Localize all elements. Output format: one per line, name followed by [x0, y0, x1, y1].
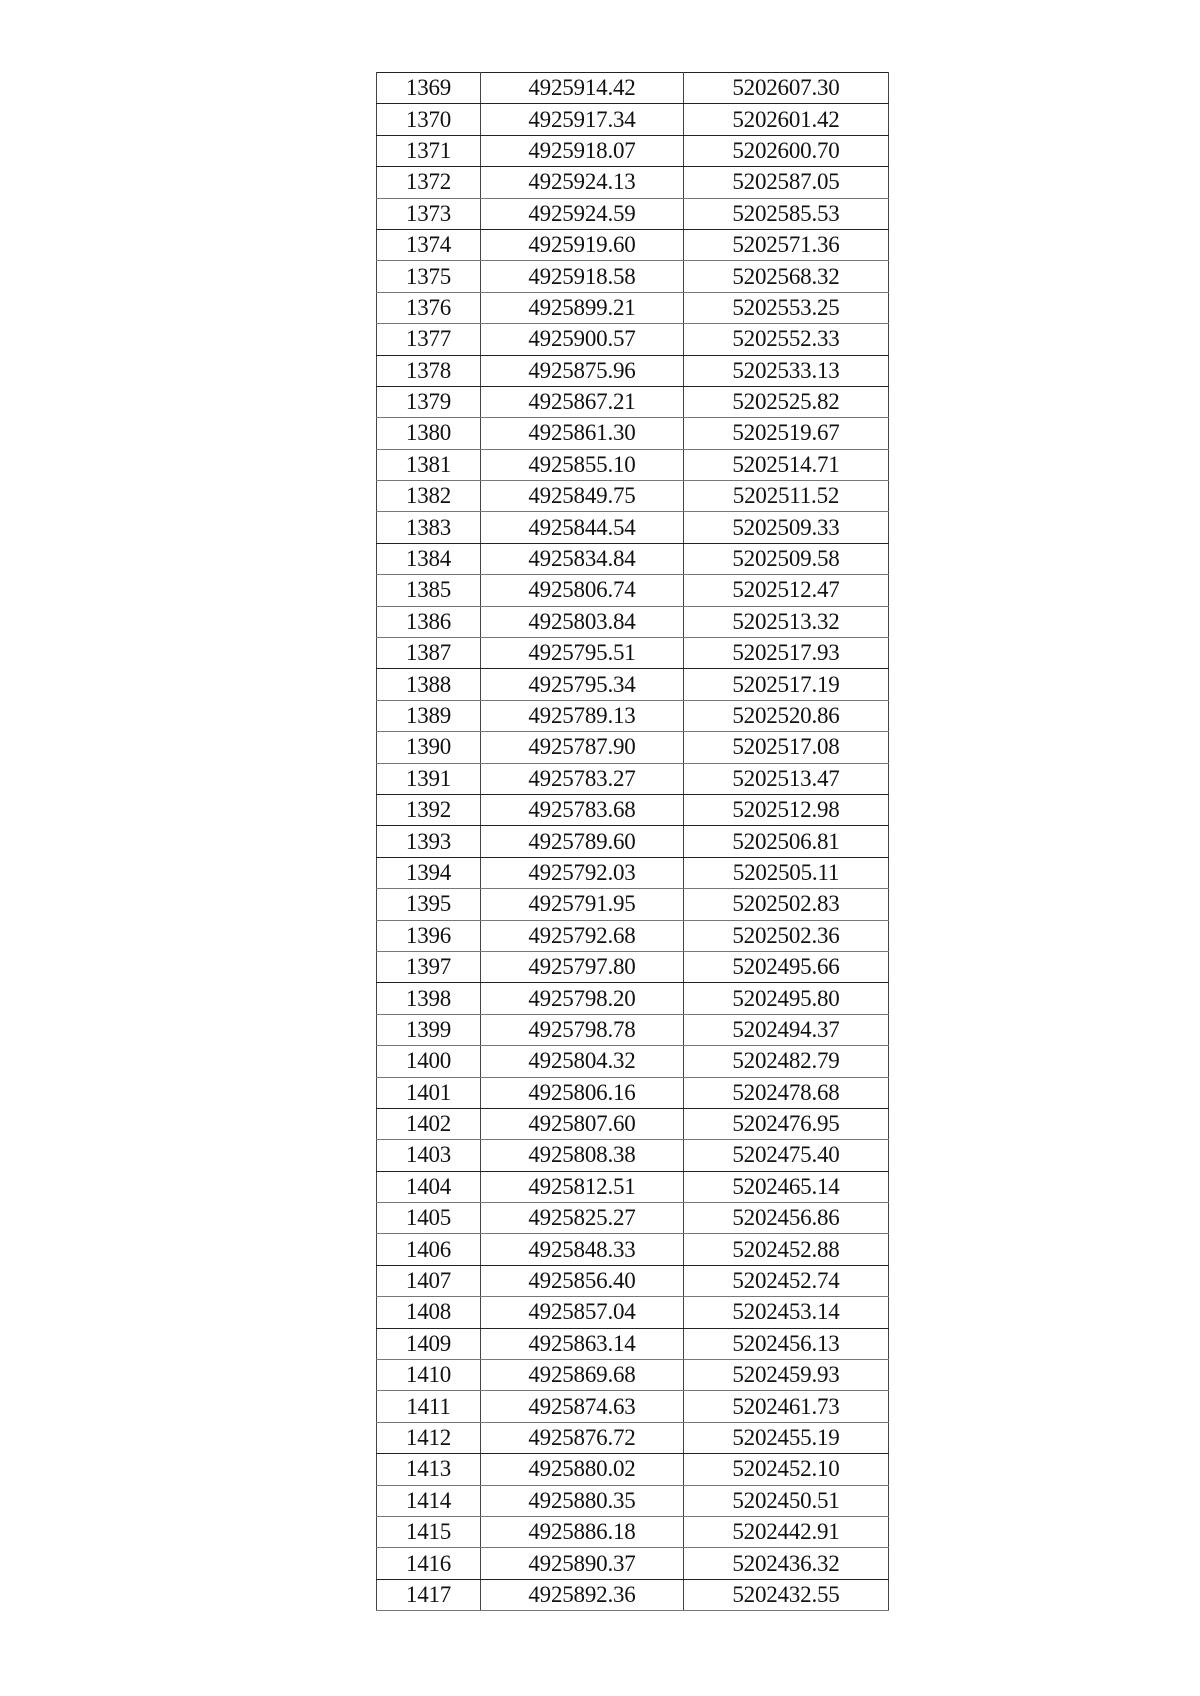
y-coordinate-cell: 5202476.95: [684, 1108, 889, 1139]
table-row: [377, 1579, 889, 1610]
table-row: [377, 418, 889, 449]
x-coordinate-cell: 4925803.84: [481, 606, 684, 637]
table-row: [377, 889, 889, 920]
table-row: [377, 638, 889, 669]
table-row: [377, 1360, 889, 1391]
y-coordinate-cell: 5202495.80: [684, 983, 889, 1014]
x-coordinate-cell: 4925807.60: [481, 1108, 684, 1139]
table-row: [377, 1516, 889, 1547]
table-row: [377, 1328, 889, 1359]
table-row: [377, 73, 889, 104]
y-coordinate-cell: 5202502.36: [684, 920, 889, 951]
x-coordinate-cell: 4925812.51: [481, 1171, 684, 1202]
point-number-cell: 1413: [377, 1454, 481, 1485]
y-coordinate-cell: 5202432.55: [684, 1579, 889, 1610]
y-coordinate-cell: 5202512.98: [684, 794, 889, 825]
point-number-cell: 1406: [377, 1234, 481, 1265]
table-row: [377, 229, 889, 260]
point-number-cell: 1389: [377, 700, 481, 731]
table-row: [377, 1077, 889, 1108]
y-coordinate-cell: 5202552.33: [684, 324, 889, 355]
x-coordinate-cell: 4925787.90: [481, 732, 684, 763]
y-coordinate-cell: 5202520.86: [684, 700, 889, 731]
y-coordinate-cell: 5202452.10: [684, 1454, 889, 1485]
table-row: [377, 763, 889, 794]
x-coordinate-cell: 4925789.13: [481, 700, 684, 731]
point-number-cell: 1408: [377, 1297, 481, 1328]
point-number-cell: 1394: [377, 857, 481, 888]
y-coordinate-cell: 5202465.14: [684, 1171, 889, 1202]
x-coordinate-cell: 4925918.58: [481, 261, 684, 292]
table-row: [377, 355, 889, 386]
x-coordinate-cell: 4925795.51: [481, 638, 684, 669]
x-coordinate-cell: 4925861.30: [481, 418, 684, 449]
point-number-cell: 1412: [377, 1422, 481, 1453]
point-number-cell: 1379: [377, 386, 481, 417]
x-coordinate-cell: 4925890.37: [481, 1548, 684, 1579]
table-row: [377, 857, 889, 888]
point-number-cell: 1397: [377, 951, 481, 982]
point-number-cell: 1414: [377, 1485, 481, 1516]
x-coordinate-cell: 4925795.34: [481, 669, 684, 700]
table-row: [377, 983, 889, 1014]
y-coordinate-cell: 5202585.53: [684, 198, 889, 229]
x-coordinate-cell: 4925825.27: [481, 1203, 684, 1234]
table-row: [377, 104, 889, 135]
point-number-cell: 1390: [377, 732, 481, 763]
x-coordinate-cell: 4925798.78: [481, 1014, 684, 1045]
y-coordinate-cell: 5202511.52: [684, 481, 889, 512]
point-number-cell: 1385: [377, 575, 481, 606]
point-number-cell: 1410: [377, 1360, 481, 1391]
table-row: [377, 1454, 889, 1485]
point-number-cell: 1382: [377, 481, 481, 512]
y-coordinate-cell: 5202505.11: [684, 857, 889, 888]
x-coordinate-cell: 4925880.35: [481, 1485, 684, 1516]
point-number-cell: 1417: [377, 1579, 481, 1610]
table-row: [377, 732, 889, 763]
x-coordinate-cell: 4925797.80: [481, 951, 684, 982]
coordinate-table-body: [377, 73, 889, 1611]
x-coordinate-cell: 4925918.07: [481, 135, 684, 166]
y-coordinate-cell: 5202453.14: [684, 1297, 889, 1328]
y-coordinate-cell: 5202525.82: [684, 386, 889, 417]
point-number-cell: 1416: [377, 1548, 481, 1579]
x-coordinate-cell: 4925783.27: [481, 763, 684, 794]
table-row: [377, 1297, 889, 1328]
table-row: [377, 826, 889, 857]
y-coordinate-cell: 5202533.13: [684, 355, 889, 386]
table-row: [377, 1046, 889, 1077]
x-coordinate-cell: 4925844.54: [481, 512, 684, 543]
x-coordinate-cell: 4925791.95: [481, 889, 684, 920]
x-coordinate-cell: 4925798.20: [481, 983, 684, 1014]
y-coordinate-cell: 5202495.66: [684, 951, 889, 982]
x-coordinate-cell: 4925875.96: [481, 355, 684, 386]
table-row: [377, 1108, 889, 1139]
point-number-cell: 1377: [377, 324, 481, 355]
y-coordinate-cell: 5202502.83: [684, 889, 889, 920]
point-number-cell: 1376: [377, 292, 481, 323]
y-coordinate-cell: 5202442.91: [684, 1516, 889, 1547]
y-coordinate-cell: 5202600.70: [684, 135, 889, 166]
y-coordinate-cell: 5202517.08: [684, 732, 889, 763]
point-number-cell: 1401: [377, 1077, 481, 1108]
x-coordinate-cell: 4925792.03: [481, 857, 684, 888]
x-coordinate-cell: 4925924.13: [481, 167, 684, 198]
y-coordinate-cell: 5202517.93: [684, 638, 889, 669]
point-number-cell: 1369: [377, 73, 481, 104]
y-coordinate-cell: 5202452.74: [684, 1265, 889, 1296]
y-coordinate-cell: 5202436.32: [684, 1548, 889, 1579]
point-number-cell: 1398: [377, 983, 481, 1014]
coordinate-table: [376, 72, 889, 1611]
x-coordinate-cell: 4925914.42: [481, 73, 684, 104]
y-coordinate-cell: 5202519.67: [684, 418, 889, 449]
table-row: [377, 1234, 889, 1265]
table-row: [377, 669, 889, 700]
x-coordinate-cell: 4925886.18: [481, 1516, 684, 1547]
x-coordinate-cell: 4925876.72: [481, 1422, 684, 1453]
table-row: [377, 198, 889, 229]
x-coordinate-cell: 4925880.02: [481, 1454, 684, 1485]
table-row: [377, 324, 889, 355]
point-number-cell: 1392: [377, 794, 481, 825]
table-row: [377, 1171, 889, 1202]
y-coordinate-cell: 5202494.37: [684, 1014, 889, 1045]
y-coordinate-cell: 5202607.30: [684, 73, 889, 104]
table-row: [377, 1422, 889, 1453]
x-coordinate-cell: 4925783.68: [481, 794, 684, 825]
table-row: [377, 1203, 889, 1234]
point-number-cell: 1404: [377, 1171, 481, 1202]
x-coordinate-cell: 4925867.21: [481, 386, 684, 417]
table-row: [377, 135, 889, 166]
point-number-cell: 1407: [377, 1265, 481, 1296]
y-coordinate-cell: 5202553.25: [684, 292, 889, 323]
x-coordinate-cell: 4925806.16: [481, 1077, 684, 1108]
table-row: [377, 1265, 889, 1296]
point-number-cell: 1373: [377, 198, 481, 229]
y-coordinate-cell: 5202517.19: [684, 669, 889, 700]
y-coordinate-cell: 5202513.47: [684, 763, 889, 794]
table-row: [377, 481, 889, 512]
point-number-cell: 1383: [377, 512, 481, 543]
table-row: [377, 167, 889, 198]
table-row: [377, 920, 889, 951]
table-row: [377, 512, 889, 543]
y-coordinate-cell: 5202452.88: [684, 1234, 889, 1265]
y-coordinate-cell: 5202459.93: [684, 1360, 889, 1391]
table-row: [377, 1391, 889, 1422]
point-number-cell: 1409: [377, 1328, 481, 1359]
y-coordinate-cell: 5202506.81: [684, 826, 889, 857]
x-coordinate-cell: 4925919.60: [481, 229, 684, 260]
y-coordinate-cell: 5202456.13: [684, 1328, 889, 1359]
point-number-cell: 1395: [377, 889, 481, 920]
x-coordinate-cell: 4925792.68: [481, 920, 684, 951]
point-number-cell: 1399: [377, 1014, 481, 1045]
point-number-cell: 1374: [377, 229, 481, 260]
point-number-cell: 1396: [377, 920, 481, 951]
point-number-cell: 1400: [377, 1046, 481, 1077]
table-row: [377, 386, 889, 417]
y-coordinate-cell: 5202601.42: [684, 104, 889, 135]
x-coordinate-cell: 4925892.36: [481, 1579, 684, 1610]
point-number-cell: 1402: [377, 1108, 481, 1139]
point-number-cell: 1411: [377, 1391, 481, 1422]
table-row: [377, 606, 889, 637]
table-row: [377, 700, 889, 731]
y-coordinate-cell: 5202478.68: [684, 1077, 889, 1108]
x-coordinate-cell: 4925917.34: [481, 104, 684, 135]
point-number-cell: 1386: [377, 606, 481, 637]
table-row: [377, 449, 889, 480]
x-coordinate-cell: 4925848.33: [481, 1234, 684, 1265]
x-coordinate-cell: 4925804.32: [481, 1046, 684, 1077]
x-coordinate-cell: 4925899.21: [481, 292, 684, 323]
table-row: [377, 1014, 889, 1045]
y-coordinate-cell: 5202450.51: [684, 1485, 889, 1516]
point-number-cell: 1393: [377, 826, 481, 857]
y-coordinate-cell: 5202571.36: [684, 229, 889, 260]
point-number-cell: 1370: [377, 104, 481, 135]
y-coordinate-cell: 5202509.33: [684, 512, 889, 543]
y-coordinate-cell: 5202514.71: [684, 449, 889, 480]
y-coordinate-cell: 5202475.40: [684, 1140, 889, 1171]
y-coordinate-cell: 5202461.73: [684, 1391, 889, 1422]
x-coordinate-cell: 4925857.04: [481, 1297, 684, 1328]
point-number-cell: 1391: [377, 763, 481, 794]
x-coordinate-cell: 4925869.68: [481, 1360, 684, 1391]
x-coordinate-cell: 4925900.57: [481, 324, 684, 355]
y-coordinate-cell: 5202509.58: [684, 543, 889, 574]
table-row: [377, 951, 889, 982]
table-row: [377, 261, 889, 292]
x-coordinate-cell: 4925924.59: [481, 198, 684, 229]
y-coordinate-cell: 5202513.32: [684, 606, 889, 637]
point-number-cell: 1388: [377, 669, 481, 700]
x-coordinate-cell: 4925856.40: [481, 1265, 684, 1296]
table-row: [377, 543, 889, 574]
table-row: [377, 1485, 889, 1516]
y-coordinate-cell: 5202587.05: [684, 167, 889, 198]
table-row: [377, 1140, 889, 1171]
point-number-cell: 1415: [377, 1516, 481, 1547]
x-coordinate-cell: 4925808.38: [481, 1140, 684, 1171]
table-row: [377, 1548, 889, 1579]
table-row: [377, 794, 889, 825]
point-number-cell: 1384: [377, 543, 481, 574]
point-number-cell: 1378: [377, 355, 481, 386]
point-number-cell: 1387: [377, 638, 481, 669]
point-number-cell: 1381: [377, 449, 481, 480]
x-coordinate-cell: 4925849.75: [481, 481, 684, 512]
x-coordinate-cell: 4925855.10: [481, 449, 684, 480]
table-row: [377, 575, 889, 606]
x-coordinate-cell: 4925874.63: [481, 1391, 684, 1422]
point-number-cell: 1372: [377, 167, 481, 198]
y-coordinate-cell: 5202456.86: [684, 1203, 889, 1234]
point-number-cell: 1380: [377, 418, 481, 449]
x-coordinate-cell: 4925834.84: [481, 543, 684, 574]
x-coordinate-cell: 4925863.14: [481, 1328, 684, 1359]
y-coordinate-cell: 5202512.47: [684, 575, 889, 606]
point-number-cell: 1371: [377, 135, 481, 166]
point-number-cell: 1405: [377, 1203, 481, 1234]
point-number-cell: 1403: [377, 1140, 481, 1171]
point-number-cell: 1375: [377, 261, 481, 292]
y-coordinate-cell: 5202455.19: [684, 1422, 889, 1453]
y-coordinate-cell: 5202482.79: [684, 1046, 889, 1077]
x-coordinate-cell: 4925806.74: [481, 575, 684, 606]
y-coordinate-cell: 5202568.32: [684, 261, 889, 292]
x-coordinate-cell: 4925789.60: [481, 826, 684, 857]
table-row: [377, 292, 889, 323]
